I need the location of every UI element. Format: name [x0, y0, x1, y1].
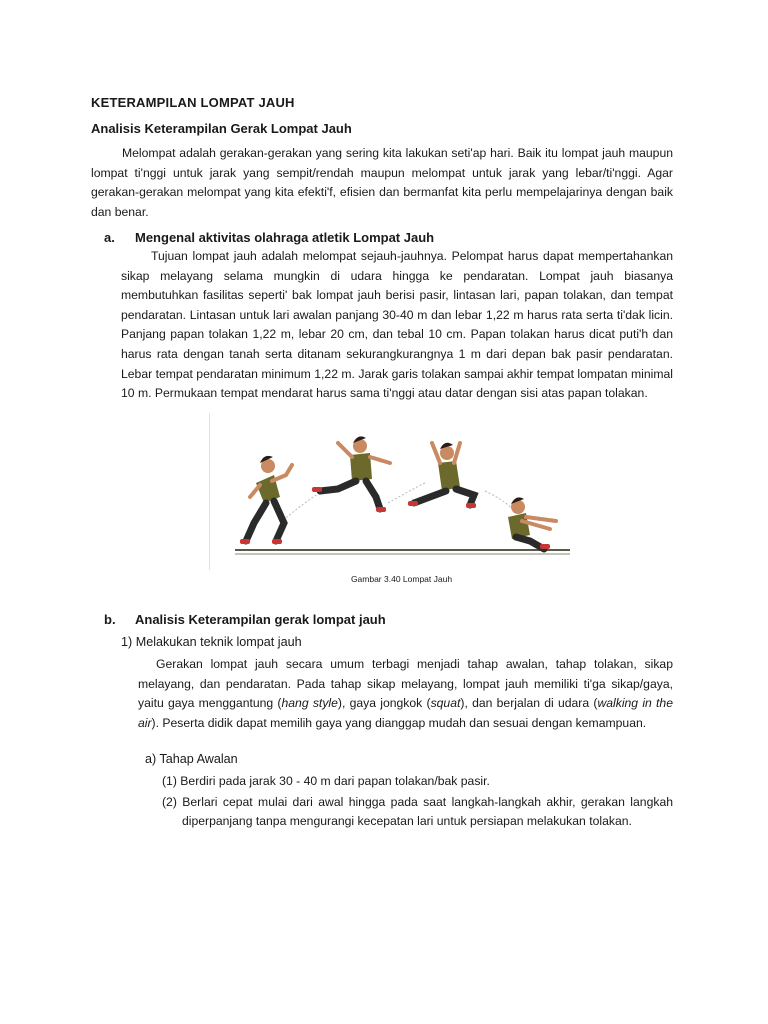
long-jump-sequence-image	[210, 413, 595, 570]
long-jump-illustration	[209, 413, 595, 570]
subsection-a-heading: a) Tahap Awalan	[145, 752, 238, 766]
technique-text-2: ), gaya jongkok (	[337, 696, 431, 711]
figure-caption: Gambar 3.40 Lompat Jauh	[350, 574, 453, 584]
section-a-letter: a.	[104, 230, 115, 245]
page-subtitle: Analisis Keterampilan Gerak Lompat Jauh	[91, 121, 352, 136]
section-b-letter: b.	[104, 612, 116, 627]
section-a-paragraph: Tujuan lompat jauh adalah melompat sejauh-jauhnya. Pelompat harus dapat mempertahankan sikap melayang selama mungkin di udara hingga ke pendaratan. Lompat jauh biasanya membutuhkan fasilitas seperti' bak lompat jauh berisi pasir, lintasan lari, papan tolakan, dan tempat pendaratan. Lintasan untuk lari awalan panjang 30-40 m dan lebar 1,22 m harus rata serta ti'dak licin. Panjang papan tolakan 1,22 m, lebar 20 cm, dan tebal 10 cm. Papan tolakan harus dicat puti'h dan harus rata dengan tanah serta ditanam sekurangkurangnya 1 m dari depan bak pasir pendaratan. Lebar tempat pendaratan minimum 1,22 m. Jarak garis tolakan sampai akhir tempat lompatan minimal 10 m. Permukaan tempat mendarat harus sama ti'nggi atau datar dengan sisi atas papan tolakan.	[121, 249, 673, 401]
list-item: (1) Berdiri pada jarak 30 - 40 m dari papan tolakan/bak pasir.	[162, 774, 490, 788]
section-b-heading: Analisis Keterampilan gerak lompat jauh	[135, 612, 386, 627]
athlete-landing	[508, 497, 556, 549]
term-walking-in-the-air: walking in the air	[138, 696, 673, 730]
athlete-hang	[408, 443, 476, 508]
term-squat: squat	[430, 696, 461, 711]
technique-text-4: ). Peserta didik dapat memilih gaya yang dianggap mudah dan sesuai dengan kemampuan.	[151, 715, 647, 730]
page-title: KETERAMPILAN LOMPAT JAUH	[91, 95, 295, 110]
technique-text-3: ), dan berjalan di udara (	[460, 696, 598, 711]
athlete-run	[240, 456, 292, 544]
technique-paragraph	[138, 655, 673, 733]
list-item: (2) Berlari cepat mulai dari awal hingga pada saat langkah-langkah akhir, gerakan langkah diperpanjang tanpa mengurangi kecepatan lari untuk persiapan melakukan tolakan.	[162, 794, 673, 829]
term-hang-style: hang style	[281, 696, 338, 711]
subsection-1-heading: 1) Melakukan teknik lompat jauh	[121, 635, 302, 649]
athlete-takeoff	[312, 436, 390, 512]
intro-paragraph: Melompat adalah gerakan-gerakan yang sering kita lakukan seti'ap hari. Baik itu lompat jauh maupun lompat ti'nggi untuk jarak yang sempit/rendah maupun melompat untuk jarak yang lebar/ti'nggi. Agar gerakan-gerakan melompat yang kita efekti'f, efisien dan bermanfat kita perlu mempelajarinya dengan baik dan benar.	[91, 146, 673, 219]
awalan-steps-list	[162, 772, 673, 833]
section-a-heading: Mengenal aktivitas olahraga atletik Lompat Jauh	[135, 230, 435, 245]
technique-text-1: Gerakan lompat jauh secara umum terbagi menjadi tahap awalan, tahap tolakan, sikap melayang, dan pendaratan. Pada tahap sikap melayang, lompat jauh memiliki ti'ga sikap/gaya, yaitu gaya menggantung (	[138, 657, 673, 711]
